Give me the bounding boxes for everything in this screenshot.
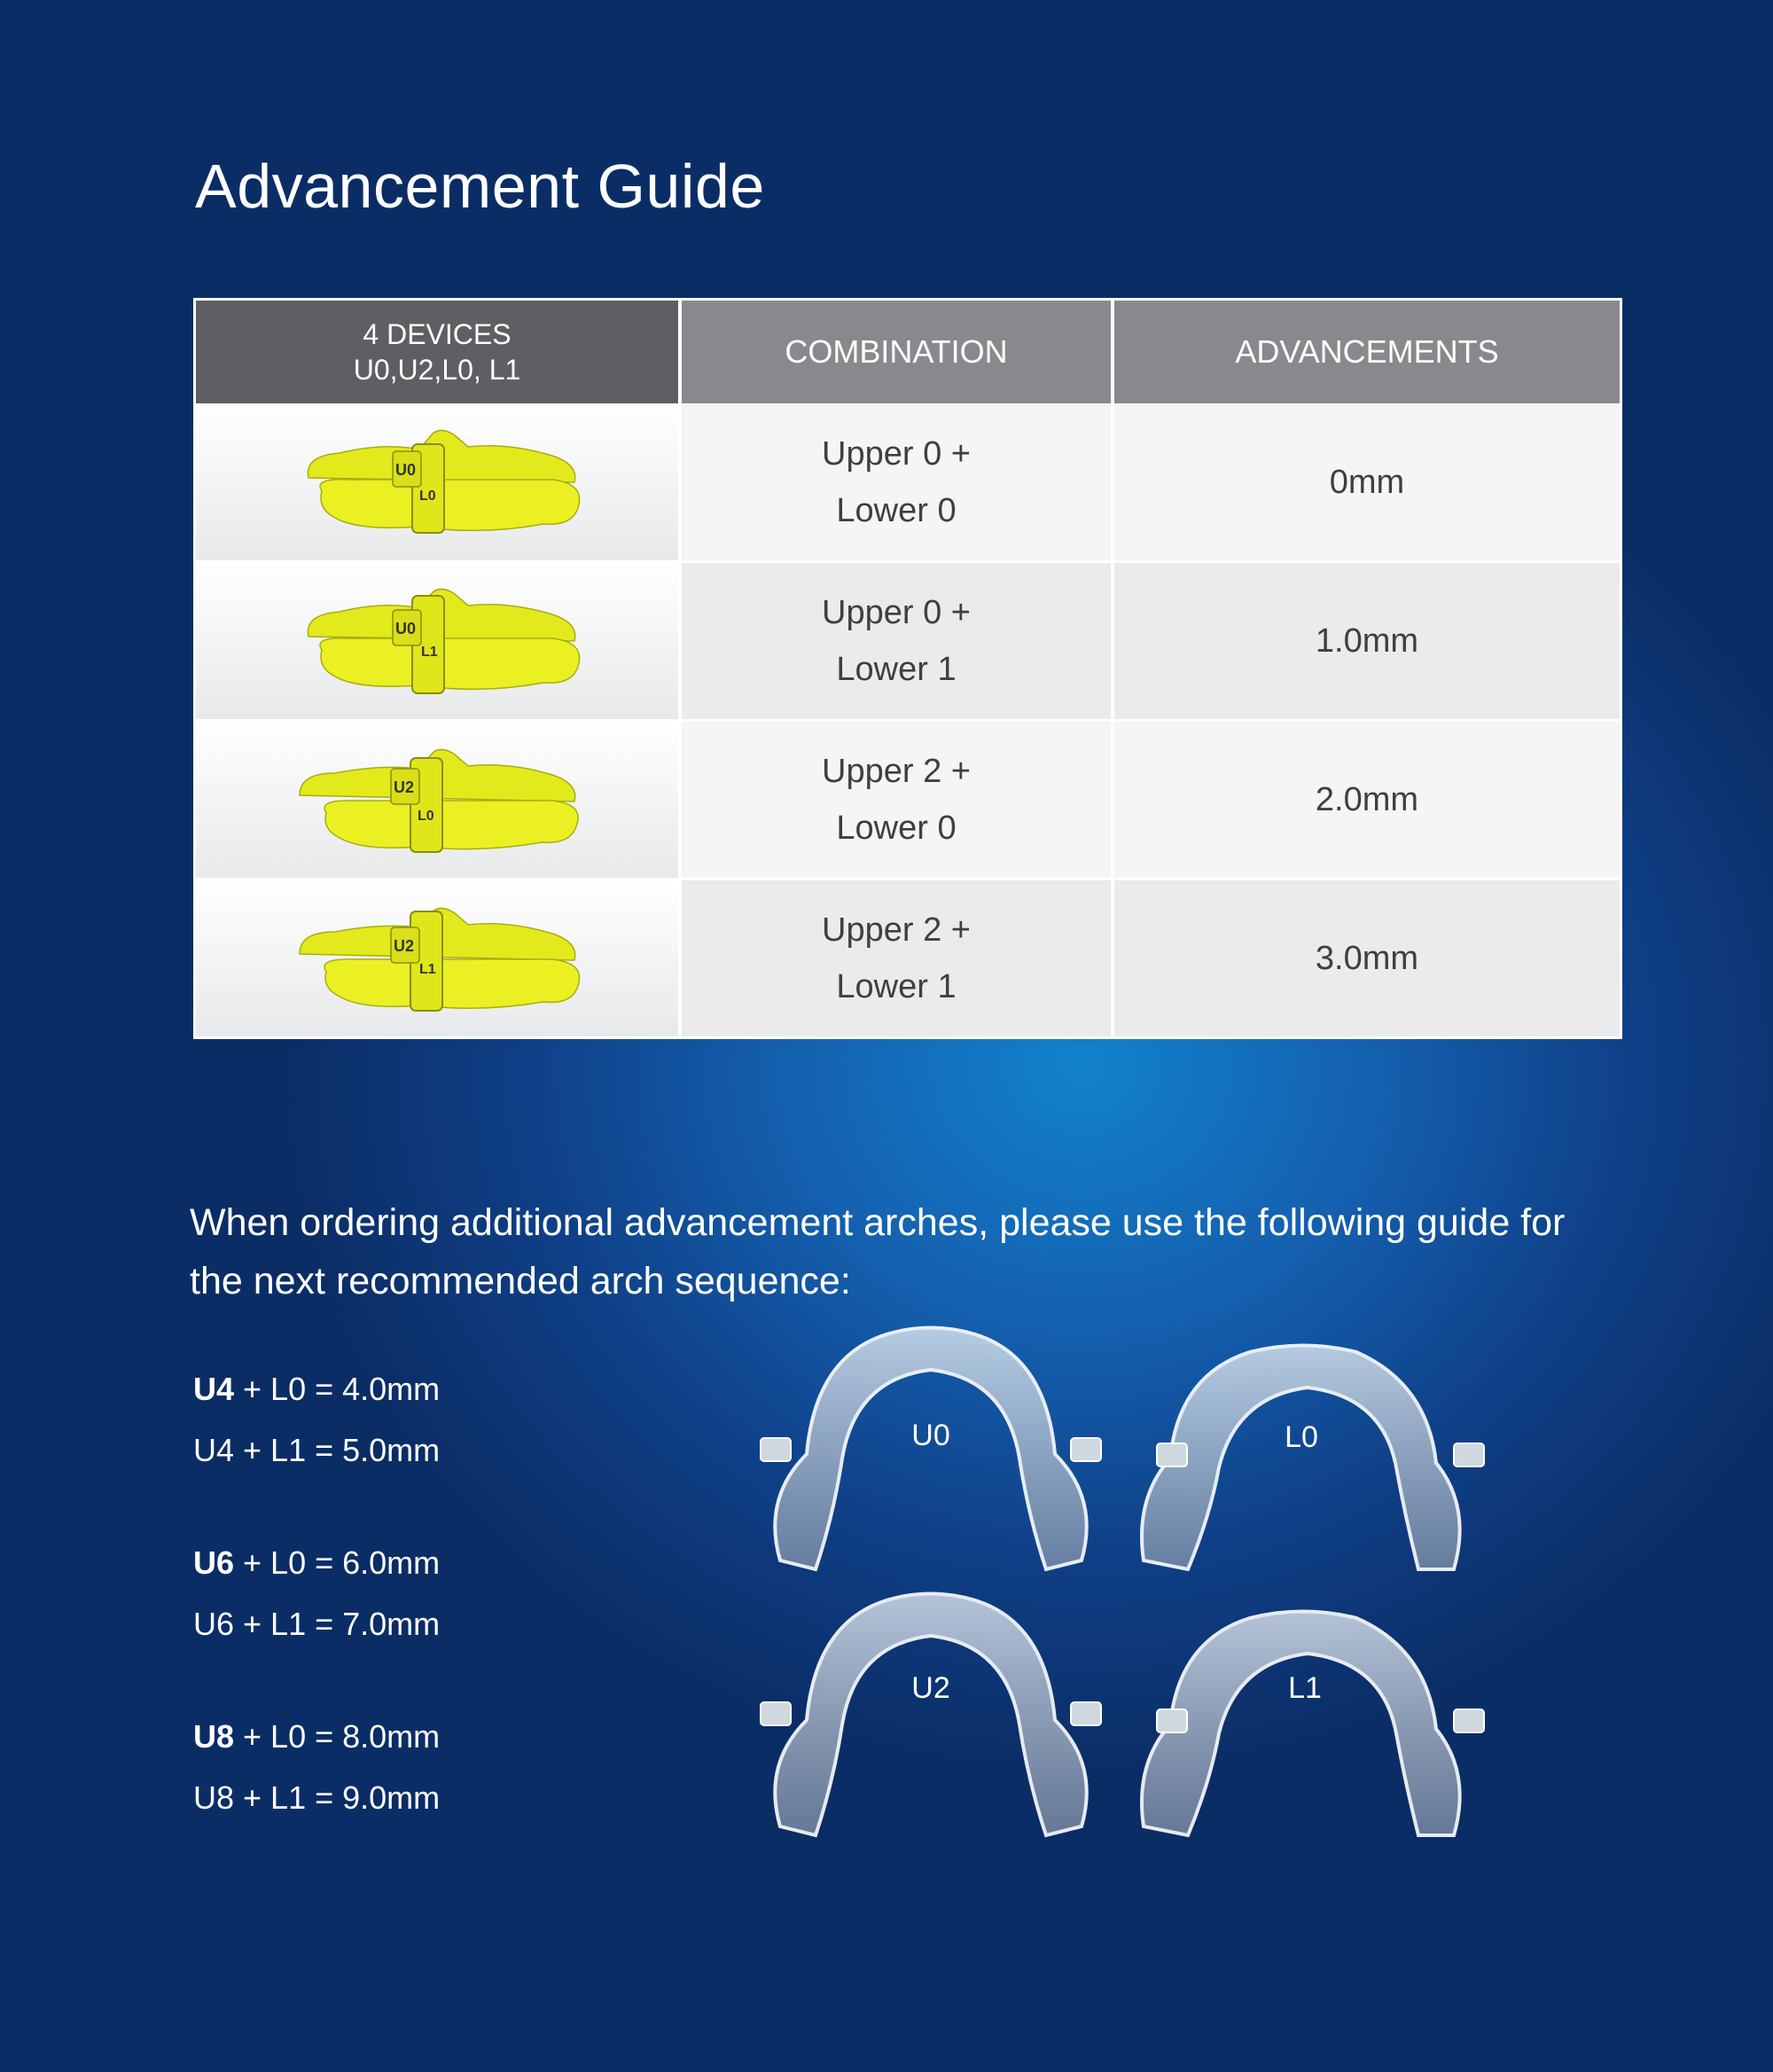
advancement-cell: 3.0mm [1114, 880, 1620, 1036]
combo-line1: Upper 2 + [822, 753, 971, 790]
combo-line2: Lower 1 [836, 968, 957, 1005]
sequence-item [193, 1544, 440, 1582]
device-model-illustration [286, 407, 588, 558]
advancement-cell: 1.0mm [1114, 563, 1620, 719]
page-title: Advancement Guide [195, 152, 765, 221]
header-advancements: ADVANCEMENTS [1114, 301, 1620, 403]
arch-u2 [761, 1594, 1101, 1836]
lower-tag: L0 [419, 489, 436, 504]
device-model-illustration [286, 566, 588, 716]
table-row [196, 404, 1620, 560]
advancement-cell: 0mm [1114, 404, 1620, 560]
sequence-item [193, 1432, 440, 1469]
sequence-rest: + L0 = 8.0mm [234, 1718, 441, 1755]
sequence-rest: + L0 = 6.0mm [234, 1544, 441, 1581]
device-image [196, 404, 678, 560]
lower-tag: L1 [419, 962, 436, 977]
arch-label-u0: U0 [911, 1419, 950, 1452]
upper-tag: U0 [395, 461, 417, 479]
table-row [196, 722, 1620, 878]
lower-tag: L1 [421, 645, 438, 660]
combination-cell [682, 404, 1111, 560]
sequence-upper: U8 [193, 1718, 235, 1755]
combination-cell [682, 880, 1111, 1036]
combo-line1: Upper 0 + [822, 594, 971, 631]
header-combination: COMBINATION [682, 301, 1111, 403]
device-model-illustration [286, 724, 588, 875]
advancement-table [193, 298, 1622, 1039]
advancement-cell: 2.0mm [1114, 722, 1620, 878]
device-image [196, 563, 678, 719]
upper-tag: U2 [394, 937, 415, 955]
header-devices [196, 301, 678, 403]
arch-u0 [761, 1328, 1101, 1570]
combination-cell [682, 722, 1111, 878]
arch-l1 [1142, 1612, 1484, 1836]
device-image [196, 880, 678, 1036]
header-devices-line2: U0,U2,L0, L1 [353, 354, 521, 386]
upper-tag: U2 [394, 778, 415, 796]
sequence-item [193, 1371, 440, 1408]
combination-cell [682, 563, 1111, 719]
sequence-item [193, 1606, 440, 1643]
sequence-rest: U4 + L1 = 5.0mm [193, 1432, 441, 1468]
sequence-upper: U6 [193, 1544, 235, 1581]
sequence-rest: U8 + L1 = 9.0mm [193, 1779, 441, 1816]
guide-intro: When ordering additional advancement arches, please use the following guide for the next recommended arch sequence: [190, 1201, 1566, 1302]
combo-line2: Lower 0 [836, 809, 957, 847]
combo-line1: Upper 0 + [822, 435, 971, 473]
header-devices-line1: 4 DEVICES [363, 318, 512, 350]
combo-line2: Lower 0 [836, 492, 957, 529]
sequence-item [193, 1718, 440, 1755]
combo-line2: Lower 1 [836, 651, 957, 688]
sequence-rest: U6 + L1 = 7.0mm [193, 1606, 441, 1642]
sequence-upper: U4 [193, 1371, 235, 1407]
table-row [196, 563, 1620, 719]
sequence-item [193, 1779, 440, 1817]
combo-line1: Upper 2 + [822, 911, 971, 949]
sequence-rest: + L0 = 4.0mm [234, 1371, 441, 1407]
table-row [196, 880, 1620, 1036]
lower-tag: L0 [418, 809, 434, 824]
upper-tag: U0 [395, 620, 417, 637]
arch-photos [754, 1303, 1498, 1871]
device-model-illustration [286, 883, 588, 1034]
arch-label-l0: L0 [1285, 1420, 1318, 1454]
device-image [196, 722, 678, 878]
arch-label-u2: U2 [911, 1671, 950, 1705]
arch-label-l1: L1 [1288, 1671, 1322, 1705]
arch-l0 [1142, 1346, 1484, 1570]
